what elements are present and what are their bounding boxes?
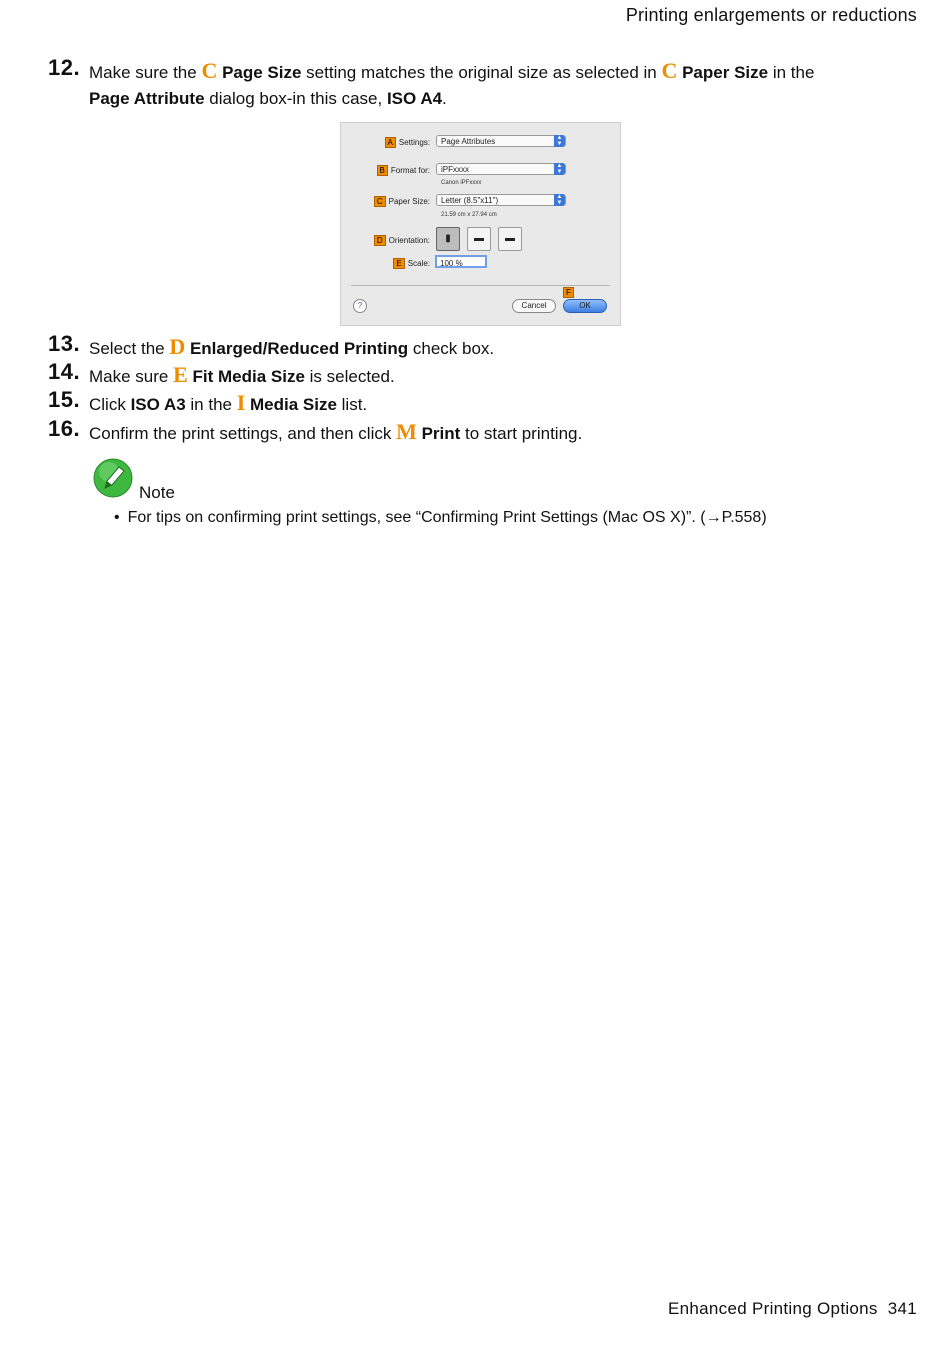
key-letter-m: M <box>396 419 417 444</box>
popup-arrows-icon: ▲ ▼ <box>554 163 565 175</box>
step-text-segment: list. <box>336 395 368 414</box>
step-text-segment: dialog box-in this case, <box>204 89 387 108</box>
scale-label <box>393 258 430 269</box>
page-footer <box>658 1299 917 1319</box>
settings-row <box>341 135 620 149</box>
portrait-orientation-icon[interactable]: ▮ <box>436 227 460 251</box>
popup-arrows-icon: ▲ ▼ <box>554 135 565 147</box>
settings-popup[interactable] <box>436 135 566 147</box>
key-letter-c: C <box>661 58 678 83</box>
format-for-label <box>377 165 430 176</box>
callout-badge-f: F <box>563 287 574 298</box>
popup-value: Page Attributes <box>441 137 496 146</box>
step-text-segment: in the <box>185 395 237 414</box>
popup-arrows-icon: ▲ ▼ <box>554 194 565 206</box>
landscape-left-orientation-icon[interactable]: ▬ <box>467 227 491 251</box>
step-text-segment: Select the <box>89 339 170 358</box>
note-pencil-icon <box>93 458 133 498</box>
format-for-row <box>341 163 620 177</box>
step-number: 14. <box>48 359 81 384</box>
cancel-button[interactable]: Cancel <box>512 299 556 313</box>
paper-size-label <box>374 196 430 207</box>
step-text <box>89 361 909 391</box>
step-text <box>89 389 909 419</box>
note-item <box>114 509 767 527</box>
step-text <box>89 57 909 87</box>
ui-term: ISO A4 <box>386 89 443 108</box>
ui-term: Enlarged/Reduced Printing <box>185 339 409 358</box>
note-item-text: For tips on confirming print settings, see “Confirming Print Settings (Mac OS X)”. (→P.558) <box>127 509 767 526</box>
help-icon[interactable]: ? <box>353 299 367 313</box>
dialog-divider <box>351 285 610 286</box>
settings-label <box>385 137 430 148</box>
step-text-segment: Click <box>89 395 131 414</box>
callout-badge-c: C <box>374 196 386 207</box>
step-text-segment: to start printing. <box>460 424 583 443</box>
key-letter-e: E <box>173 362 188 387</box>
page-number: 341 <box>887 1299 917 1318</box>
step-text-segment: Make sure the <box>89 63 202 82</box>
step-text-segment: check box. <box>408 339 495 358</box>
ui-term: Print <box>416 424 461 443</box>
callout-badge-d: D <box>374 235 386 246</box>
step-text <box>89 85 909 113</box>
paper-size-popup[interactable] <box>436 194 566 206</box>
callout-badge-a: A <box>385 137 396 148</box>
format-for-popup[interactable] <box>436 163 566 175</box>
orientation-label <box>374 235 430 246</box>
ui-term: Media Size <box>245 395 337 414</box>
ui-term: Page Size <box>217 63 302 82</box>
label-text: Orientation: <box>388 236 430 245</box>
page-header-title: Printing enlargements or reductions <box>625 5 917 25</box>
step-text-segment: . <box>442 89 447 108</box>
ui-term: Fit Media Size <box>187 367 305 386</box>
landscape-right-orientation-icon[interactable]: ▬ <box>498 227 522 251</box>
label-text: Paper Size: <box>388 197 430 206</box>
format-for-sublabel: Canon iPFxxxx <box>441 180 482 186</box>
label-text: Format for: <box>390 166 430 175</box>
callout-badge-b: B <box>377 165 388 176</box>
label-text: Scale: <box>407 259 430 268</box>
popup-value: iPFxxxx <box>441 165 469 174</box>
note-label: Note <box>139 483 175 502</box>
step-number: 16. <box>48 416 81 441</box>
ui-term: Paper Size <box>677 63 769 82</box>
paper-size-dimensions: 21.59 cm x 27.94 cm <box>441 212 497 218</box>
ui-term: Page Attribute <box>89 89 205 108</box>
step-number: 12. <box>48 55 81 80</box>
step-text <box>89 333 909 363</box>
callout-badge-e: E <box>393 258 404 269</box>
step-text-segment: in the <box>768 63 815 82</box>
step-text <box>89 418 909 448</box>
step-text-segment: setting matches the original size as selected in <box>301 63 662 82</box>
bullet: • <box>114 509 120 526</box>
key-letter-d: D <box>169 334 186 359</box>
key-letter-c: C <box>201 58 218 83</box>
step-number: 13. <box>48 331 81 356</box>
label-text: Settings: <box>398 138 430 147</box>
step-text-segment: Make sure <box>89 367 174 386</box>
popup-value: Letter (8.5"x11") <box>441 196 499 205</box>
step-text-segment: is selected. <box>304 367 395 386</box>
scale-input[interactable]: 100 % <box>435 255 487 268</box>
page-attributes-dialog <box>340 122 621 326</box>
key-letter-i: I <box>236 390 246 415</box>
step-number: 15. <box>48 387 81 412</box>
step-text-segment: Confirm the print settings, and then click <box>89 424 397 443</box>
ui-term: ISO A3 <box>130 395 186 414</box>
footer-section-title: Enhanced Printing Options <box>667 1299 878 1318</box>
ok-button[interactable]: OK <box>563 299 607 313</box>
paper-size-row <box>341 194 620 208</box>
